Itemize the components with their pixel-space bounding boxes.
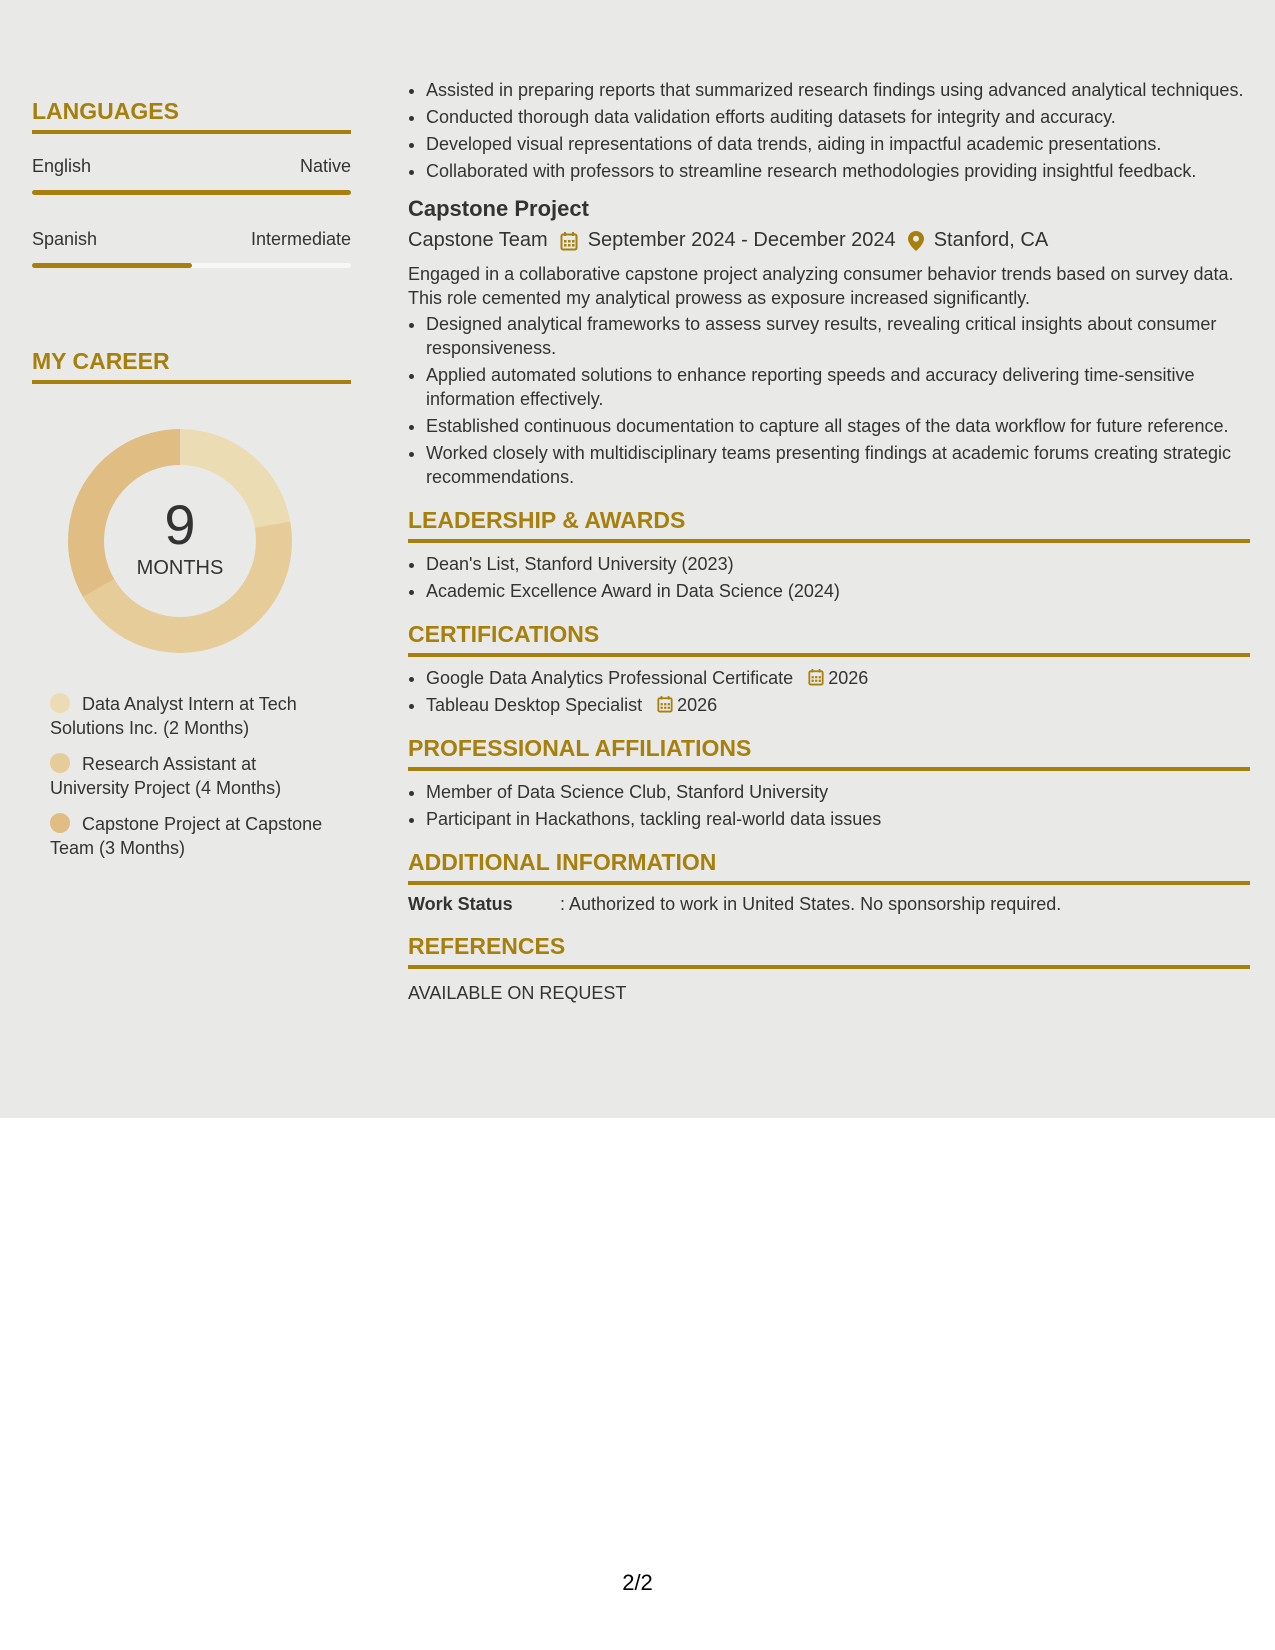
list-item: • Member of Data Science Club, Stanford University — [426, 780, 1250, 804]
list-item: • Developed visual representations of data trends, aiding in impactful academic presentations. — [426, 132, 1250, 156]
list-item: • Applied automated solutions to enhance reporting speeds and accuracy delivering time-sensitive information effectively. — [426, 363, 1250, 411]
job-description: Engaged in a collaborative capstone project analyzing consumer behavior trends based on survey data. This role cemented my analytical prowess as exposure increased significantly. — [408, 264, 1234, 308]
capstone-bullets — [408, 312, 1250, 489]
leadership-list — [408, 552, 1250, 603]
legend-label: Capstone Project at Capstone Team (3 Months) — [50, 814, 323, 858]
list-item: • Designed analytical frameworks to assess survey results, revealing critical insights about consumer responsiveness. — [426, 312, 1250, 360]
work-status-row — [408, 894, 1250, 915]
donut-center — [65, 426, 295, 656]
location-pin-icon — [908, 231, 924, 251]
certification-year: 2026 — [677, 695, 718, 715]
career-heading: MY CAREER — [32, 348, 351, 384]
work-status-label: Work Status — [408, 894, 513, 914]
career-total-number: 9 — [164, 492, 196, 556]
legend-dot — [50, 813, 70, 833]
language-level: Intermediate — [250, 229, 351, 249]
left-column — [32, 98, 351, 872]
list-item: • Established continuous documentation to capture all stages of the data workflow for future reference. — [426, 414, 1250, 438]
list-item — [426, 666, 1250, 690]
language-proficiency-fill — [32, 263, 192, 268]
legend-label: Data Analyst Intern at Tech Solutions Inc. (2 Months) — [50, 694, 297, 738]
legend-item — [50, 752, 330, 800]
legend-label: Research Assistant at University Project (4 Months) — [50, 754, 282, 798]
job-dates: September 2024 - December 2024 — [587, 229, 896, 251]
job-location: Stanford, CA — [933, 229, 1049, 251]
references-heading: REFERENCES — [408, 933, 1250, 969]
leadership-heading: LEADERSHIP & AWARDS — [408, 507, 1250, 543]
language-level: Native — [299, 156, 351, 176]
certification-name: Google Data Analytics Professional Certificate — [426, 668, 794, 688]
affiliations-heading: PROFESSIONAL AFFILIATIONS — [408, 735, 1250, 771]
work-status-value: : Authorized to work in United States. No sponsorship required. — [560, 894, 1062, 914]
language-proficiency-bar — [32, 263, 351, 268]
job-title: Capstone Project — [408, 196, 589, 221]
legend-item — [50, 692, 330, 740]
page-number: 2/2 — [622, 1570, 653, 1595]
calendar-icon — [808, 668, 824, 686]
languages-heading: LANGUAGES — [32, 98, 351, 134]
certification-name: Tableau Desktop Specialist — [426, 695, 643, 715]
language-item — [32, 156, 351, 195]
list-item: • Assisted in preparing reports that summarized research findings using advanced analytical techniques. — [426, 78, 1250, 102]
calendar-icon — [560, 231, 578, 251]
list-item: • Conducted thorough data validation efforts auditing datasets for integrity and accuracy. — [426, 105, 1250, 129]
language-proficiency-bar — [32, 190, 351, 195]
career-total-unit: MONTHS — [136, 556, 224, 579]
legend-dot — [50, 693, 70, 713]
affiliations-list — [408, 780, 1250, 831]
calendar-icon — [657, 695, 673, 713]
list-item: • Academic Excellence Award in Data Science (2024) — [426, 579, 1250, 603]
list-item: • Dean's List, Stanford University (2023) — [426, 552, 1250, 576]
language-name: English — [32, 156, 92, 176]
legend-dot — [50, 753, 70, 773]
list-item: • Collaborated with professors to streamline research methodologies providing insightful feedback. — [426, 159, 1250, 183]
career-legend — [50, 692, 330, 860]
certifications-heading: CERTIFICATIONS — [408, 621, 1250, 657]
job-meta — [408, 229, 1250, 252]
right-column — [408, 78, 1250, 1004]
legend-item — [50, 812, 330, 860]
list-item — [426, 693, 1250, 717]
language-name: Spanish — [32, 229, 98, 249]
language-proficiency-fill — [32, 190, 351, 195]
certifications-list — [408, 666, 1250, 717]
job-organization: Capstone Team — [408, 229, 548, 251]
references-text: AVAILABLE ON REQUEST — [408, 983, 627, 1003]
career-donut-chart — [65, 426, 295, 656]
previous-job-bullets — [408, 78, 1250, 183]
certification-year: 2026 — [828, 668, 869, 688]
language-item — [32, 229, 351, 268]
additional-info-heading: ADDITIONAL INFORMATION — [408, 849, 1250, 885]
list-item: • Worked closely with multidisciplinary teams presenting findings at academic forums creating strategic recommendations. — [426, 441, 1250, 489]
list-item: • Participant in Hackathons, tackling real-world data issues — [426, 807, 1250, 831]
